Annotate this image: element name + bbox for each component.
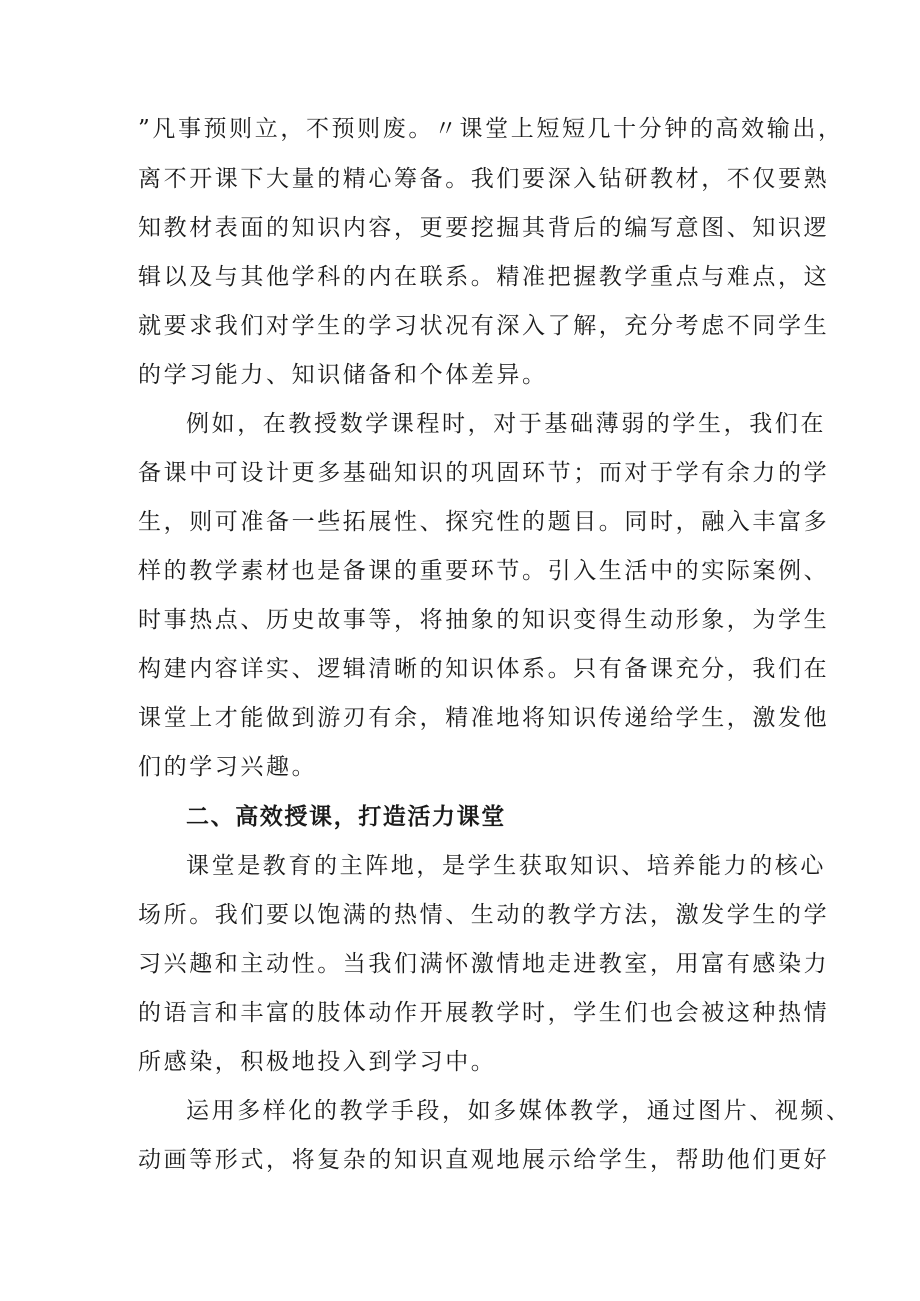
paragraph-4-line-1: 运用多样化的教学手段，如多媒体教学，通过图片、视频、 [186,1098,852,1124]
paragraph-3-line-2: 场所。我们要以饱满的热情、生动的教学方法，激发学生的学 [138,902,830,928]
paragraph-4-line-2: 动画等形式，将复杂的知识直观地展示给学生，帮助他们更好 [138,1147,830,1173]
paragraph-3-line-3: 习兴趣和主动性。当我们满怀激情地走进教室，用富有感染力 [138,951,830,977]
paragraph-2-line-7: 课堂上才能做到游刃有余，精准地将知识传递给学生，激发他 [138,705,830,731]
paragraph-3-line-5: 所感染，积极地投入到学习中。 [138,1049,497,1075]
paragraph-1-line-6: 的学习能力、知识储备和个体差异。 [138,362,548,388]
paragraph-2-line-1: 例如，在教授数学课程时，对于基础薄弱的学生，我们在 [186,411,826,437]
paragraph-3-line-4: 的语言和丰富的肢体动作开展教学时，学生们也会被这种热情 [138,1000,830,1026]
paragraph-2-line-3: 生，则可准备一些拓展性、探究性的题目。同时，融入丰富多 [138,509,830,535]
paragraph-1-line-1: ”凡事预则立，不预则废。〃课堂上短短几十分钟的高效输出， [138,116,844,142]
paragraph-2-line-5: 时事热点、历史故事等，将抽象的知识变得生动形象，为学生 [138,607,830,633]
paragraph-2-line-8: 们的学习兴趣。 [138,754,318,780]
paragraph-1-line-2: 离不开课下大量的精心筹备。我们要深入钻研教材，不仅要熟 [138,166,830,192]
paragraph-1-line-3: 知教材表面的知识内容，更要挖掘其背后的编写意图、知识逻 [138,215,830,241]
paragraph-1-line-4: 辑以及与其他学科的内在联系。精准把握教学重点与难点，这 [138,264,830,290]
paragraph-2-line-2: 备课中可设计更多基础知识的巩固环节；而对于学有余力的学 [138,460,830,486]
paragraph-3-line-1: 课堂是教育的主阵地，是学生获取知识、培养能力的核心 [186,853,826,879]
paragraph-1-line-5: 就要求我们对学生的学习状况有深入了解，充分考虑不同学生 [138,313,830,339]
section-heading: 二、高效授课，打造活力课堂 [186,804,506,830]
paragraph-2-line-6: 构建内容详实、逻辑清晰的知识体系。只有备课充分，我们在 [138,656,830,682]
paragraph-2-line-4: 样的教学素材也是备课的重要环节。引入生活中的实际案例、 [138,558,830,584]
